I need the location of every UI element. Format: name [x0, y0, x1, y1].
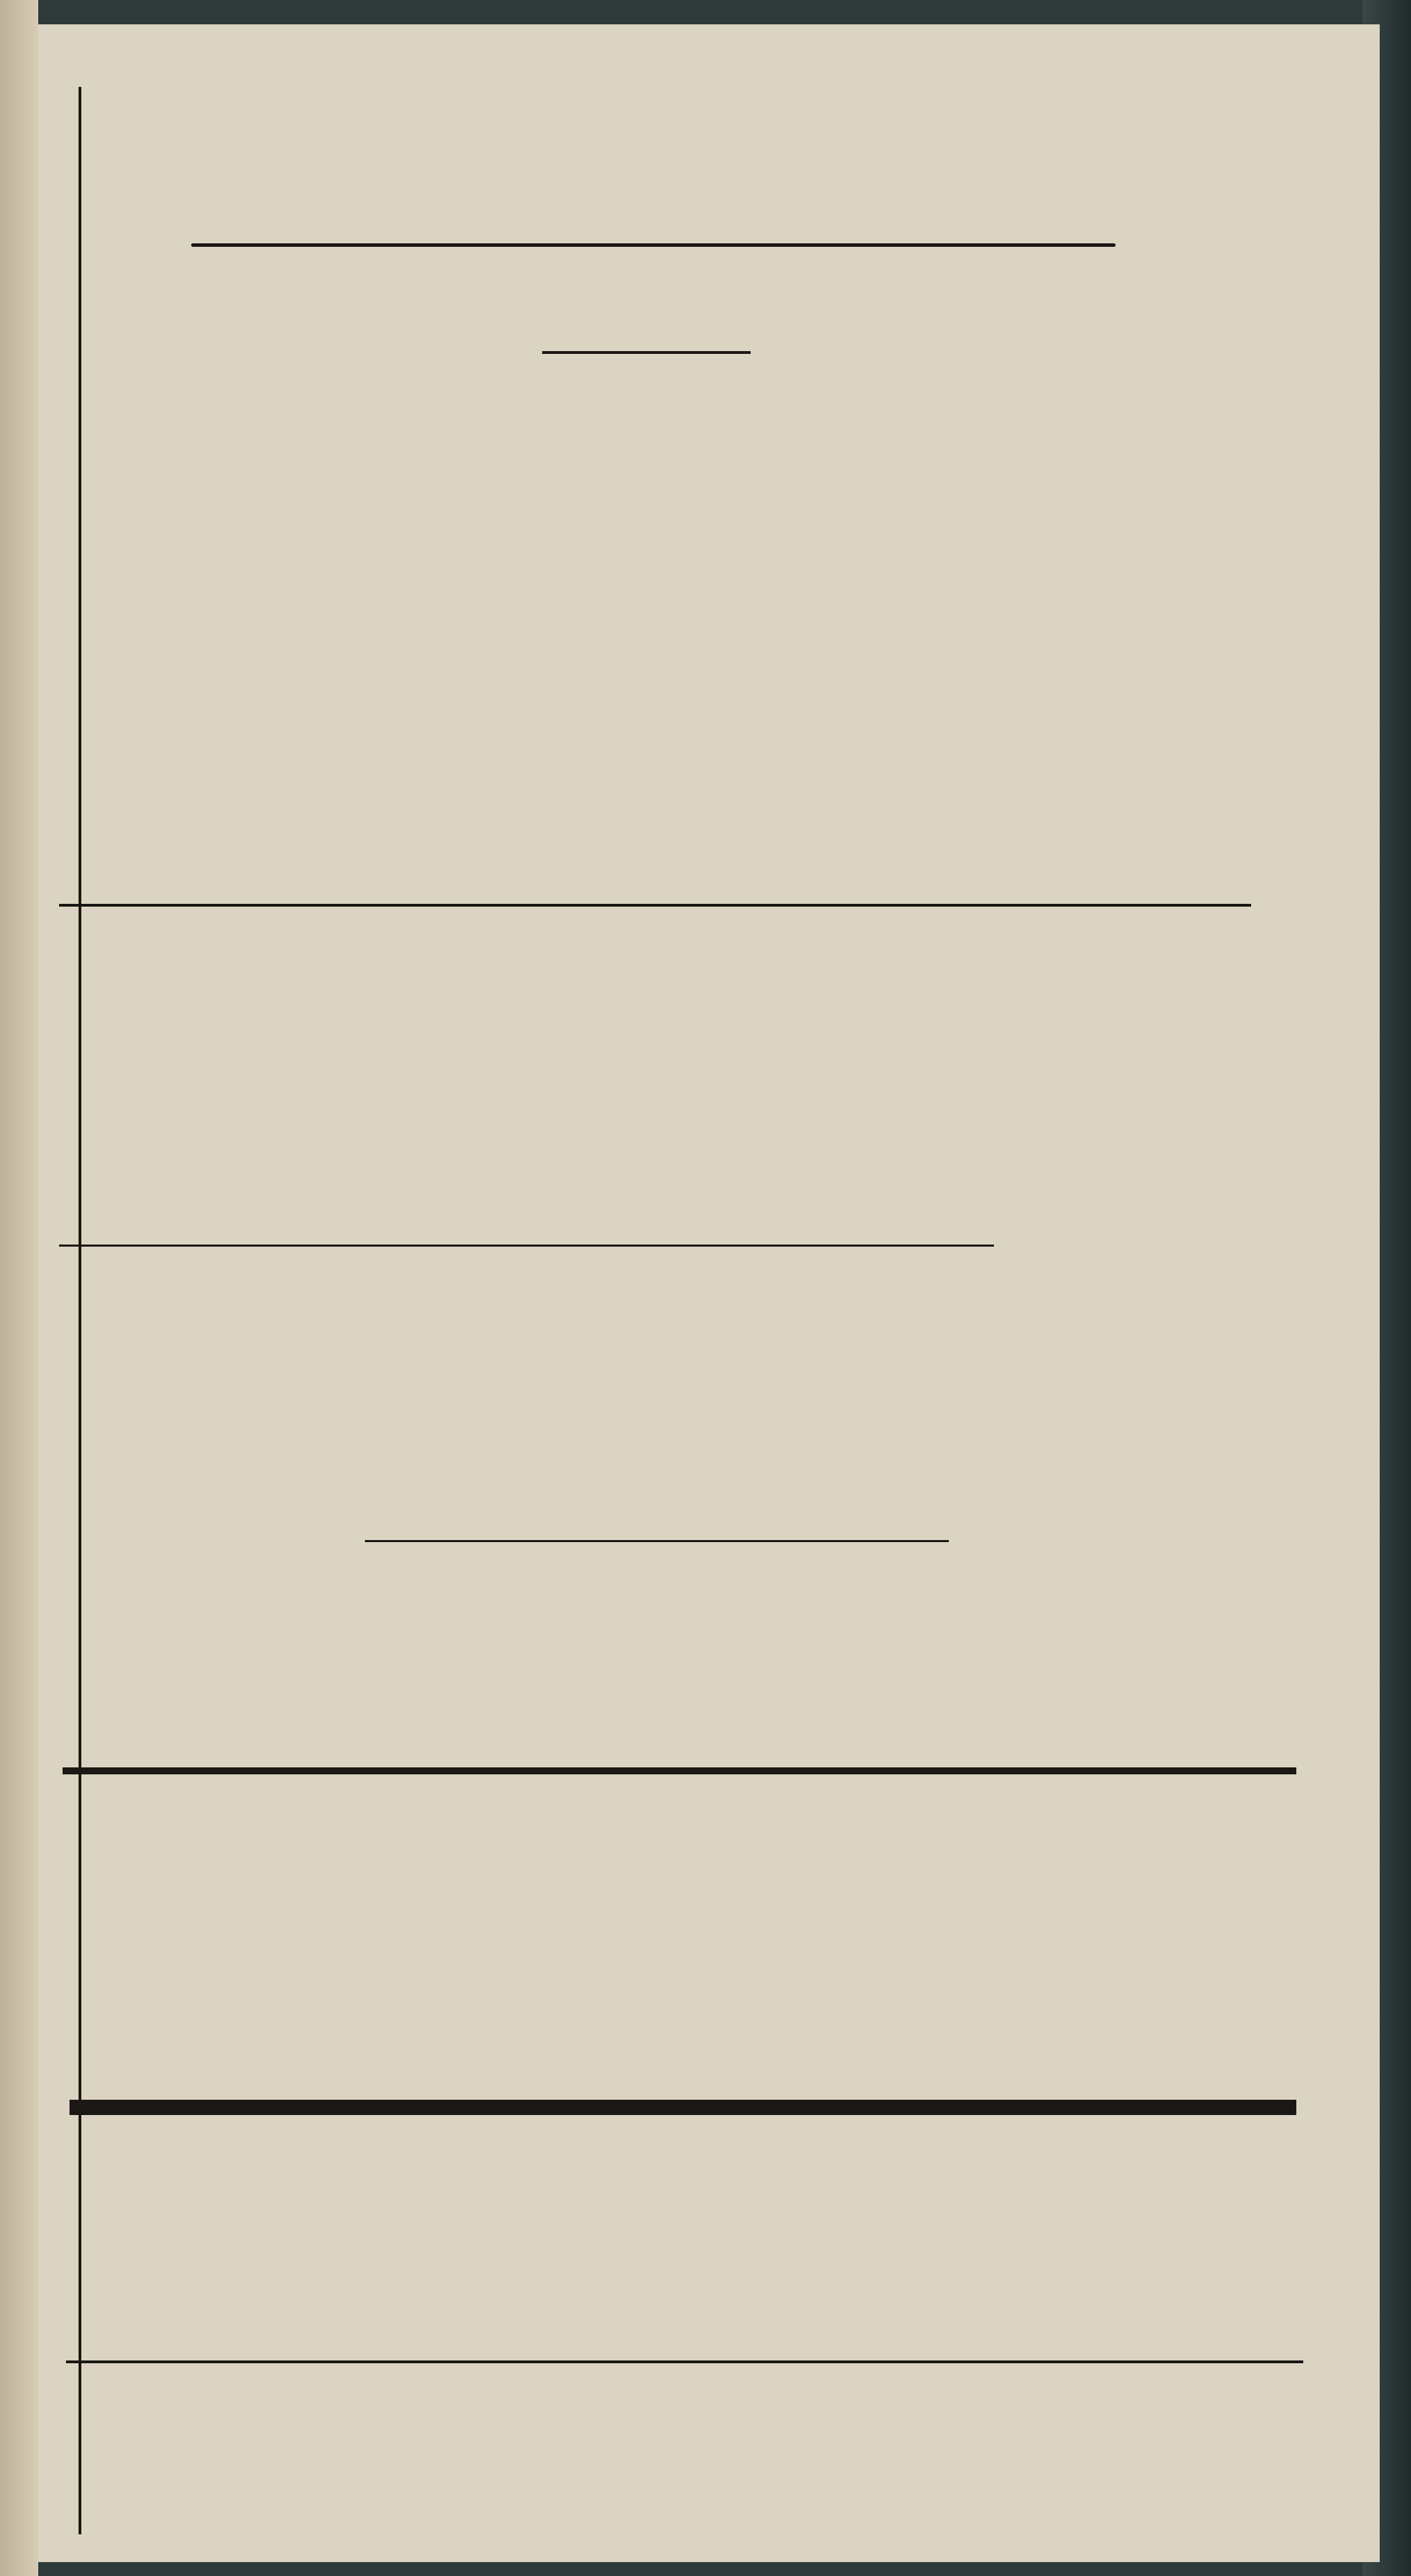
ornament-column: [692, 2235, 719, 2360]
ornament-border-top: [83, 74, 1383, 116]
divider-4: [66, 2360, 1303, 2363]
divider-1: [59, 904, 1251, 907]
title-rule: [191, 243, 1116, 247]
frame-left-line: [79, 87, 81, 2534]
divider-3: [365, 1540, 949, 1542]
divider-2: [59, 1245, 994, 1247]
ornament-border-right: [1341, 122, 1383, 2486]
page-edge: [0, 0, 38, 2576]
short-rule: [542, 351, 751, 354]
thick-divider-1: [63, 1767, 1296, 1774]
playbill-page: [38, 24, 1380, 2562]
thick-divider-2: [70, 2100, 1296, 2115]
ornament-border-bottom: [83, 2493, 1383, 2534]
